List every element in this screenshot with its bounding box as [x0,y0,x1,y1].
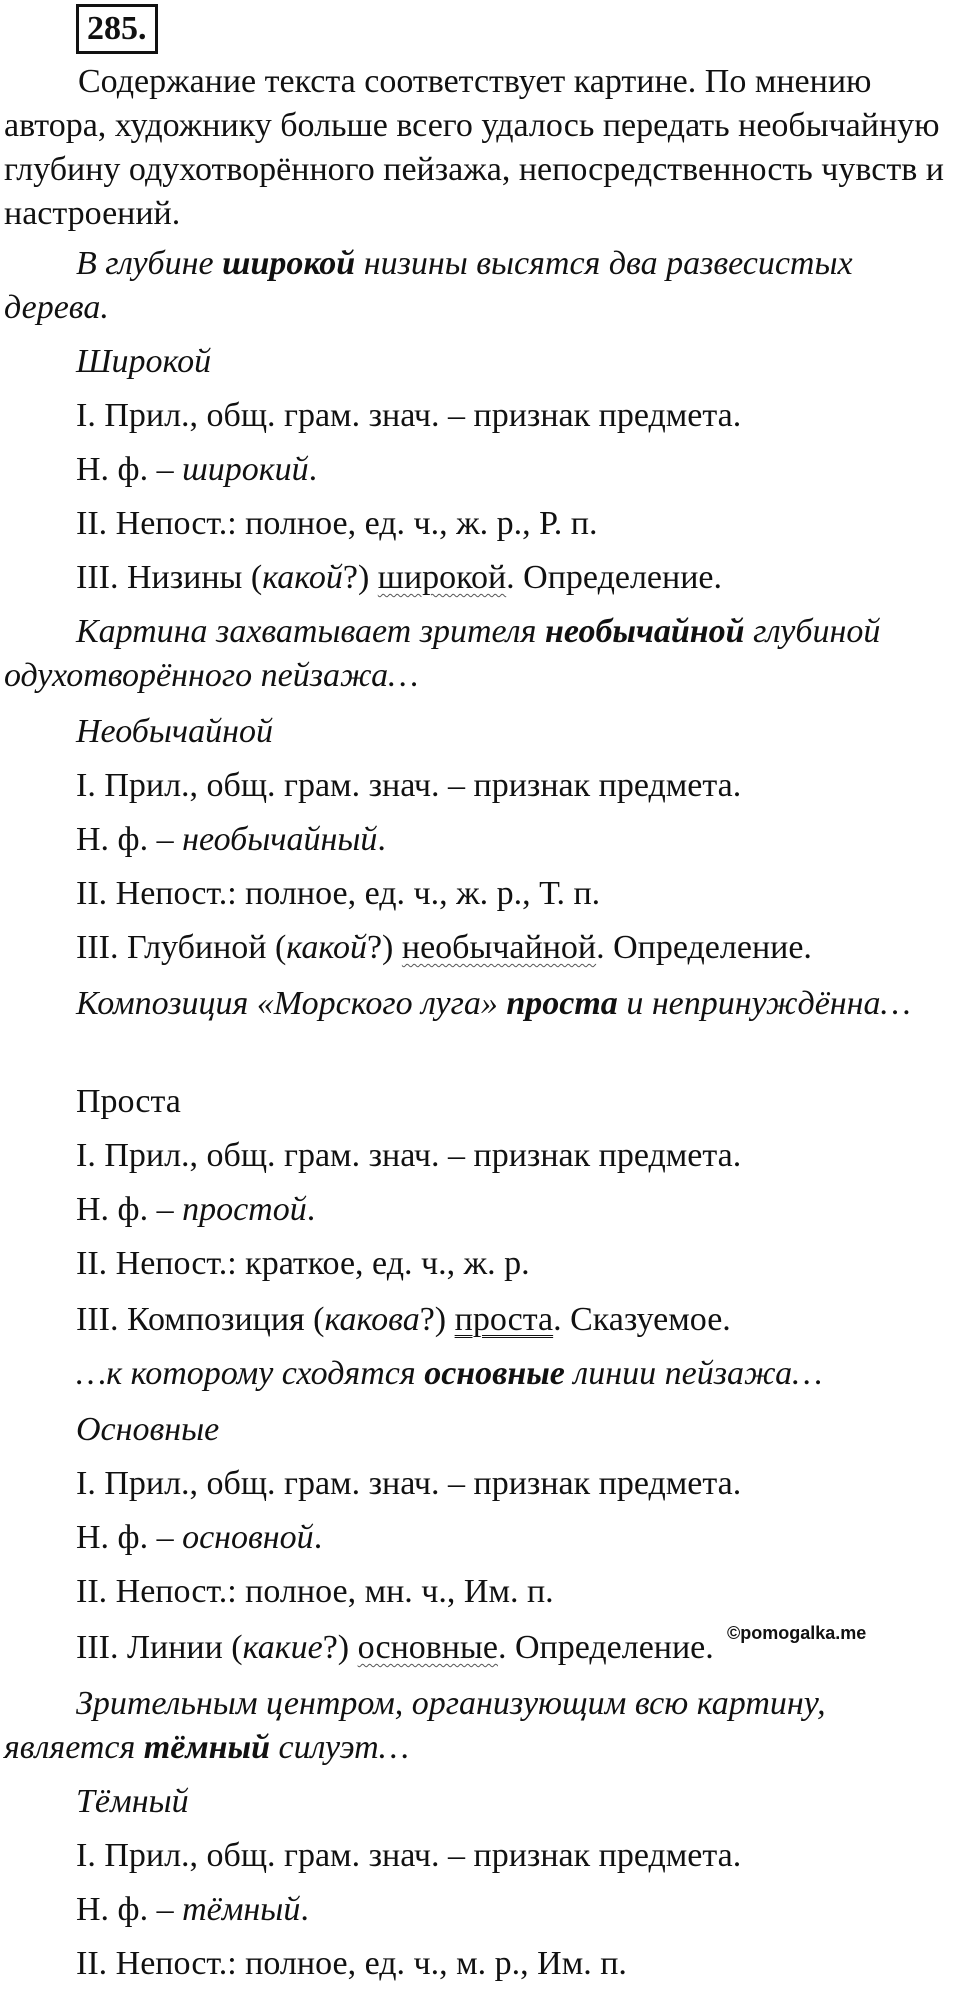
analysis-line-1: I. Прил., общ. грам. знач. – признак предмета. [76,1837,742,1874]
analysis-line-1: I. Прил., общ. грам. знач. – признак предмета. [76,1137,742,1174]
initial-form-line: Н. ф. – простой. [76,1191,316,1228]
example-sentence-4: …к которому сходятся основные линии пейзажа… [76,1355,823,1392]
analysis-line-2: II. Непост.: полное, мн. ч., Им. п. [76,1573,554,1610]
intro-paragraph: Содержание текста соответствует картине. По мнению автора, художнику больше всего удалось передать необычайную глубину одухотворённого пейзажа, непосредственность чувств и настроений. [4,63,944,232]
analysis-line-1: I. Прил., общ. грам. знач. – признак предмета. [76,397,742,434]
highlighted-word: широкой [222,245,356,282]
analysed-word-5: Тёмный [76,1783,189,1820]
analysed-word-2: Необычайной [76,713,273,750]
syntax-role-line: III. Линии (какие?) основные. Определение. [76,1629,714,1666]
example-sentence-1: В глубине широкой низины высятся два развесистых дерева. [4,245,853,326]
highlighted-word: тёмный [143,1729,271,1766]
highlighted-word: проста [506,985,618,1022]
example-sentence-5: Зрительным центром, организующим всю картину, является тёмный силуэт… [4,1685,826,1766]
example-sentence-2: Картина захватывает зрителя необычайной глубиной одухотворённого пейзажа… [4,613,881,694]
analysis-line-2: II. Непост.: полное, ед. ч., ж. р., Р. п. [76,505,598,542]
syntax-role-line: III. Композиция (какова?) проста. Сказуемое. [76,1301,731,1338]
exercise-number: 285. [76,4,158,54]
initial-form-line: Н. ф. – основной. [76,1519,323,1556]
highlighted-word: основные [424,1355,565,1392]
analysed-word-3: Проста [76,1083,181,1120]
analysis-line-2: II. Непост.: полное, ед. ч., м. р., Им. п. [76,1945,627,1982]
analysis-line-2: II. Непост.: полное, ед. ч., ж. р., Т. п. [76,875,601,912]
analysed-word-1: Широкой [76,343,212,380]
analysed-word-4: Основные [76,1411,220,1448]
highlighted-word: необычайной [544,613,745,650]
analysis-line-1: I. Прил., общ. грам. знач. – признак предмета. [76,767,742,804]
watermark: ©pomogalka.me [727,1623,867,1643]
initial-form-line: Н. ф. – тёмный. [76,1891,309,1928]
analysis-line-1: I. Прил., общ. грам. знач. – признак предмета. [76,1465,742,1502]
example-sentence-3: Композиция «Морского луга» проста и непринуждённа… [76,985,911,1022]
analysis-line-2: II. Непост.: краткое, ед. ч., ж. р. [76,1245,530,1282]
syntax-role-line: III. Низины (какой?) широкой. Определение. [76,559,722,596]
initial-form-line: Н. ф. – широкий. [76,451,318,488]
initial-form-line: Н. ф. – необычайный. [76,821,386,858]
syntax-role-line: III. Глубиной (какой?) необычайной. Определение. [76,929,812,966]
